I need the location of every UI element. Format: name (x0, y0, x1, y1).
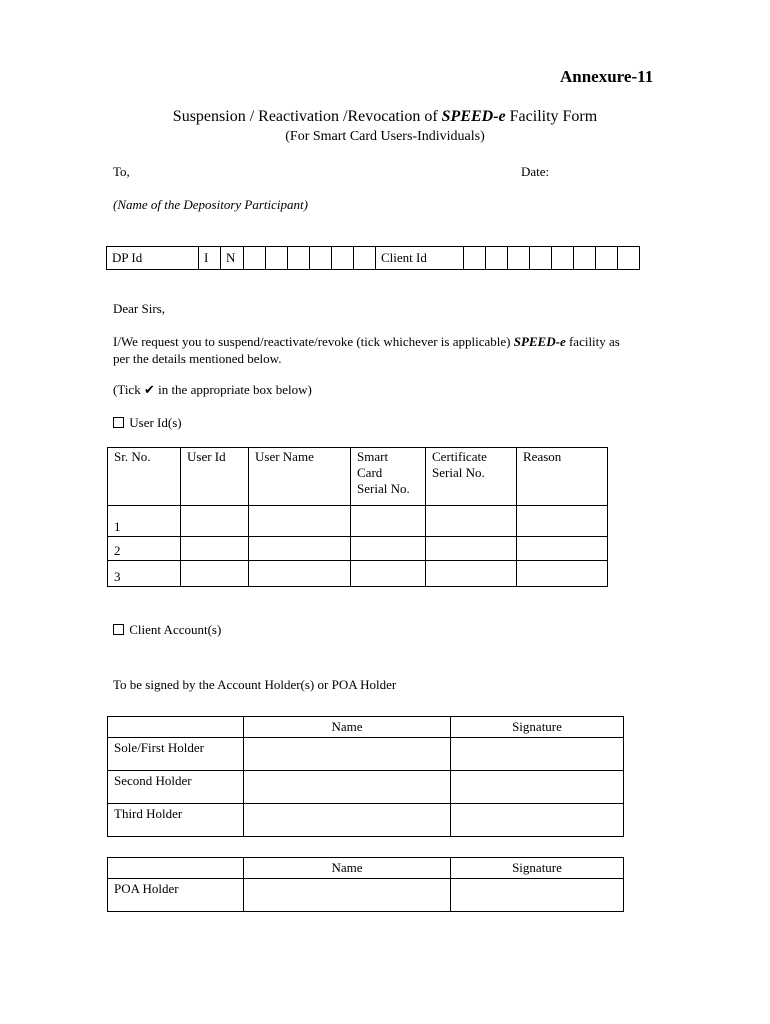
tick-instruction: (Tick ✔ in the appropriate box below) (113, 382, 312, 397)
header-reason: Reason (517, 448, 608, 506)
table-header-row (108, 448, 608, 506)
client-id-label: Client Id (376, 247, 464, 270)
cell[interactable] (426, 537, 517, 561)
cell[interactable] (426, 506, 517, 537)
signature-field[interactable] (451, 879, 624, 912)
header-user-id: User Id (181, 448, 249, 506)
cell[interactable] (351, 561, 426, 587)
name-field[interactable] (244, 879, 451, 912)
title-brand: SPEED-e (441, 108, 506, 125)
row-number: 2 (108, 537, 181, 561)
request-brand: SPEED-e (513, 334, 566, 349)
poa-signature-table (107, 857, 624, 912)
header-sr-no: Sr. No. (108, 448, 181, 506)
client-account-option[interactable] (113, 622, 221, 638)
title-suffix: Facility Form (505, 108, 598, 125)
cell[interactable] (181, 537, 249, 561)
name-header: Name (244, 717, 451, 738)
dp-char-box[interactable] (288, 247, 310, 270)
cell[interactable] (181, 561, 249, 587)
dp-name-placeholder: (Name of the Depository Participant) (113, 197, 308, 212)
cell[interactable] (249, 506, 351, 537)
table-row (108, 879, 624, 912)
checkbox-user-id[interactable] (113, 417, 124, 428)
cell[interactable] (517, 561, 608, 587)
request-text-end: facility as (565, 334, 620, 349)
holder-label: Second Holder (108, 771, 244, 804)
dp-id-label: DP Id (107, 247, 199, 270)
cell[interactable] (517, 537, 608, 561)
client-char-box[interactable] (596, 247, 618, 270)
date-label: Date: (521, 164, 550, 179)
dp-char-box[interactable] (332, 247, 354, 270)
signature-field[interactable] (451, 804, 624, 837)
dp-char-box[interactable]: I (199, 247, 221, 270)
dp-char-box[interactable]: N (221, 247, 244, 270)
dp-id-row (106, 246, 640, 270)
blank-header-cell (108, 858, 244, 879)
header-certificate: Certificate Serial No. (426, 448, 517, 506)
client-char-box[interactable] (464, 247, 486, 270)
name-field[interactable] (244, 804, 451, 837)
user-id-option-label: User Id(s) (129, 415, 182, 430)
row-number: 1 (108, 506, 181, 537)
dp-char-box[interactable] (266, 247, 288, 270)
holder-label: Third Holder (108, 804, 244, 837)
cell[interactable] (517, 506, 608, 537)
table-row (108, 738, 624, 771)
client-char-box[interactable] (552, 247, 574, 270)
cell[interactable] (249, 561, 351, 587)
client-char-box[interactable] (618, 247, 640, 270)
user-id-option[interactable] (113, 415, 182, 431)
table-row (108, 561, 608, 587)
table-row (108, 537, 608, 561)
table-row (108, 804, 624, 837)
name-field[interactable] (244, 771, 451, 804)
dp-char-box[interactable] (354, 247, 376, 270)
cell[interactable] (426, 561, 517, 587)
signature-field[interactable] (451, 738, 624, 771)
holder-signature-table (107, 716, 624, 837)
client-char-box[interactable] (574, 247, 596, 270)
cell[interactable] (249, 537, 351, 561)
cell[interactable] (351, 537, 426, 561)
client-char-box[interactable] (486, 247, 508, 270)
annexure-label: Annexure-11 (560, 67, 654, 86)
salutation: Dear Sirs, (113, 301, 165, 316)
dp-char-box[interactable] (310, 247, 332, 270)
signature-header: Signature (451, 858, 624, 879)
cell[interactable] (181, 506, 249, 537)
header-user-name: User Name (249, 448, 351, 506)
client-char-box[interactable] (508, 247, 530, 270)
checkbox-client-account[interactable] (113, 624, 124, 635)
signature-header: Signature (451, 717, 624, 738)
table-row (108, 506, 608, 537)
row-number: 3 (108, 561, 181, 587)
holder-label: Sole/First Holder (108, 738, 244, 771)
form-subtitle: (For Smart Card Users-Individuals) (285, 129, 485, 144)
form-title (0, 108, 770, 126)
request-text-line2: per the details mentioned below. (113, 351, 282, 366)
name-header: Name (244, 858, 451, 879)
request-text: I/We request you to suspend/reactivate/revoke (tick whichever is applicable) (113, 334, 514, 349)
request-paragraph (113, 333, 620, 367)
header-smart-card: Smart Card Serial No. (351, 448, 426, 506)
poa-label: POA Holder (108, 879, 244, 912)
client-account-option-label: Client Account(s) (129, 622, 222, 637)
to-label: To, (113, 164, 130, 179)
user-table (107, 447, 608, 587)
dp-char-box[interactable] (244, 247, 266, 270)
blank-header-cell (108, 717, 244, 738)
name-field[interactable] (244, 738, 451, 771)
table-row (108, 771, 624, 804)
cell[interactable] (351, 506, 426, 537)
title-prefix: Suspension / Reactivation /Revocation of (172, 108, 442, 125)
client-char-box[interactable] (530, 247, 552, 270)
signature-field[interactable] (451, 771, 624, 804)
sign-note: To be signed by the Account Holder(s) or POA Holder (113, 677, 397, 692)
